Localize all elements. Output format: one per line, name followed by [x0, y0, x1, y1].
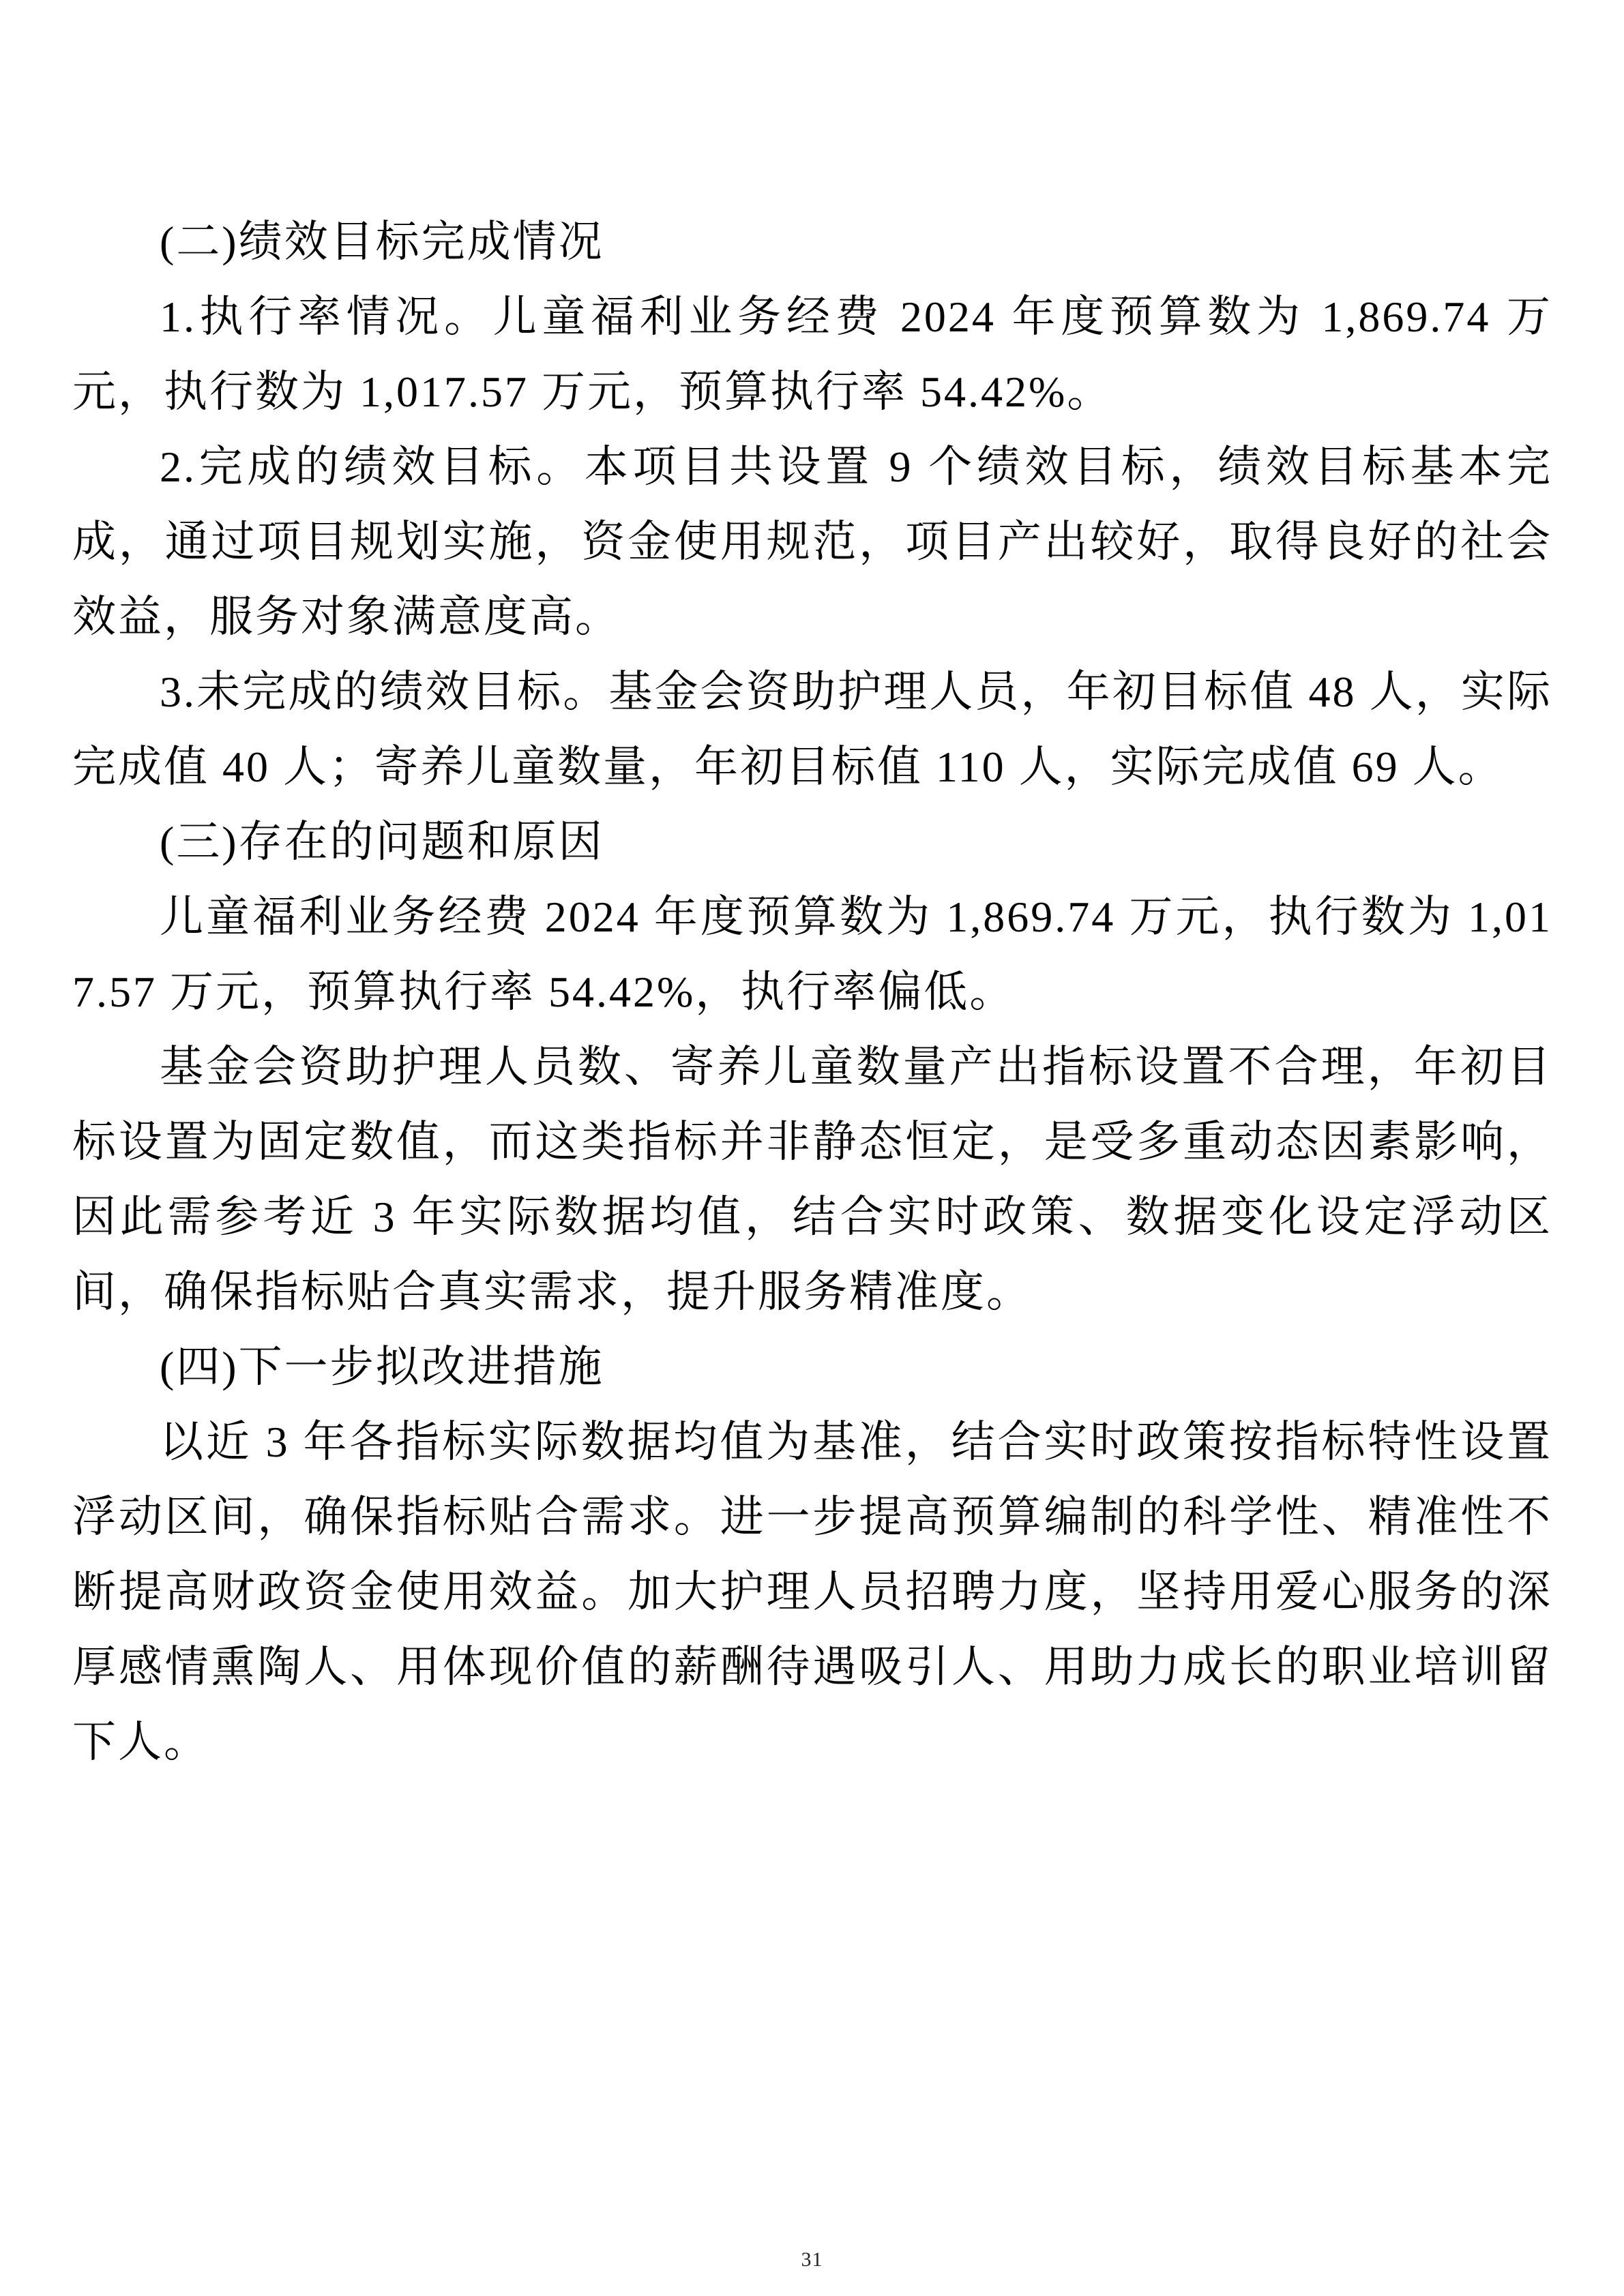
page-number: 31 — [801, 2248, 823, 2271]
body-paragraph: 2.完成的绩效目标。本项目共设置 9 个绩效目标，绩效目标基本完成，通过项目规划实施，资金使用规范，项目产出较好，取得良好的社会效益，服务对象满意度高。 — [72, 443, 1552, 641]
body-paragraph: 基金会资助护理人员数、寄养儿童数量产出指标设置不合理，年初目标设置为固定数值，而这类指标并非静态恒定，是受多重动态因素影响，因此需参考近 3 年实际数据均值，结合实时政策、数据变化设定浮动区间，确保指标贴合真实需求，提升服务精准度。 — [72, 1043, 1552, 1316]
body-paragraph: 1.执行率情况。儿童福利业务经费 2024 年度预算数为 1,869.74 万元，执行数为 1,017.57 万元，预算执行率 54.42%。 — [72, 293, 1552, 416]
section-heading: (二)绩效目标完成情况 — [160, 218, 604, 266]
page-footer — [0, 2248, 1624, 2271]
body-paragraph: 3.未完成的绩效目标。基金会资助护理人员，年初目标值 48 人，实际完成值 40 人；寄养儿童数量，年初目标值 110 人，实际完成值 69 人。 — [72, 668, 1552, 791]
body-paragraph: 儿童福利业务经费 2024 年度预算数为 1,869.74 万元，执行数为 1,017.57 万元，预算执行率 54.42%，执行率偏低。 — [72, 893, 1552, 1016]
body-paragraph: 以近 3 年各指标实际数据均值为基准，结合实时政策按指标特性设置浮动区间，确保指标贴合需求。进一步提高预算编制的科学性、精准性不断提高财政资金使用效益。加大护理人员招聘力度，坚持用爱心服务的深厚感情熏陶人、用体现价值的薪酬待遇吸引人、用助力成长的职业培训留下人。 — [72, 1418, 1552, 1766]
section-heading: (四)下一步拟改进措施 — [160, 1343, 604, 1391]
document-body — [72, 205, 1552, 1780]
section-heading: (三)存在的问题和原因 — [160, 818, 604, 866]
